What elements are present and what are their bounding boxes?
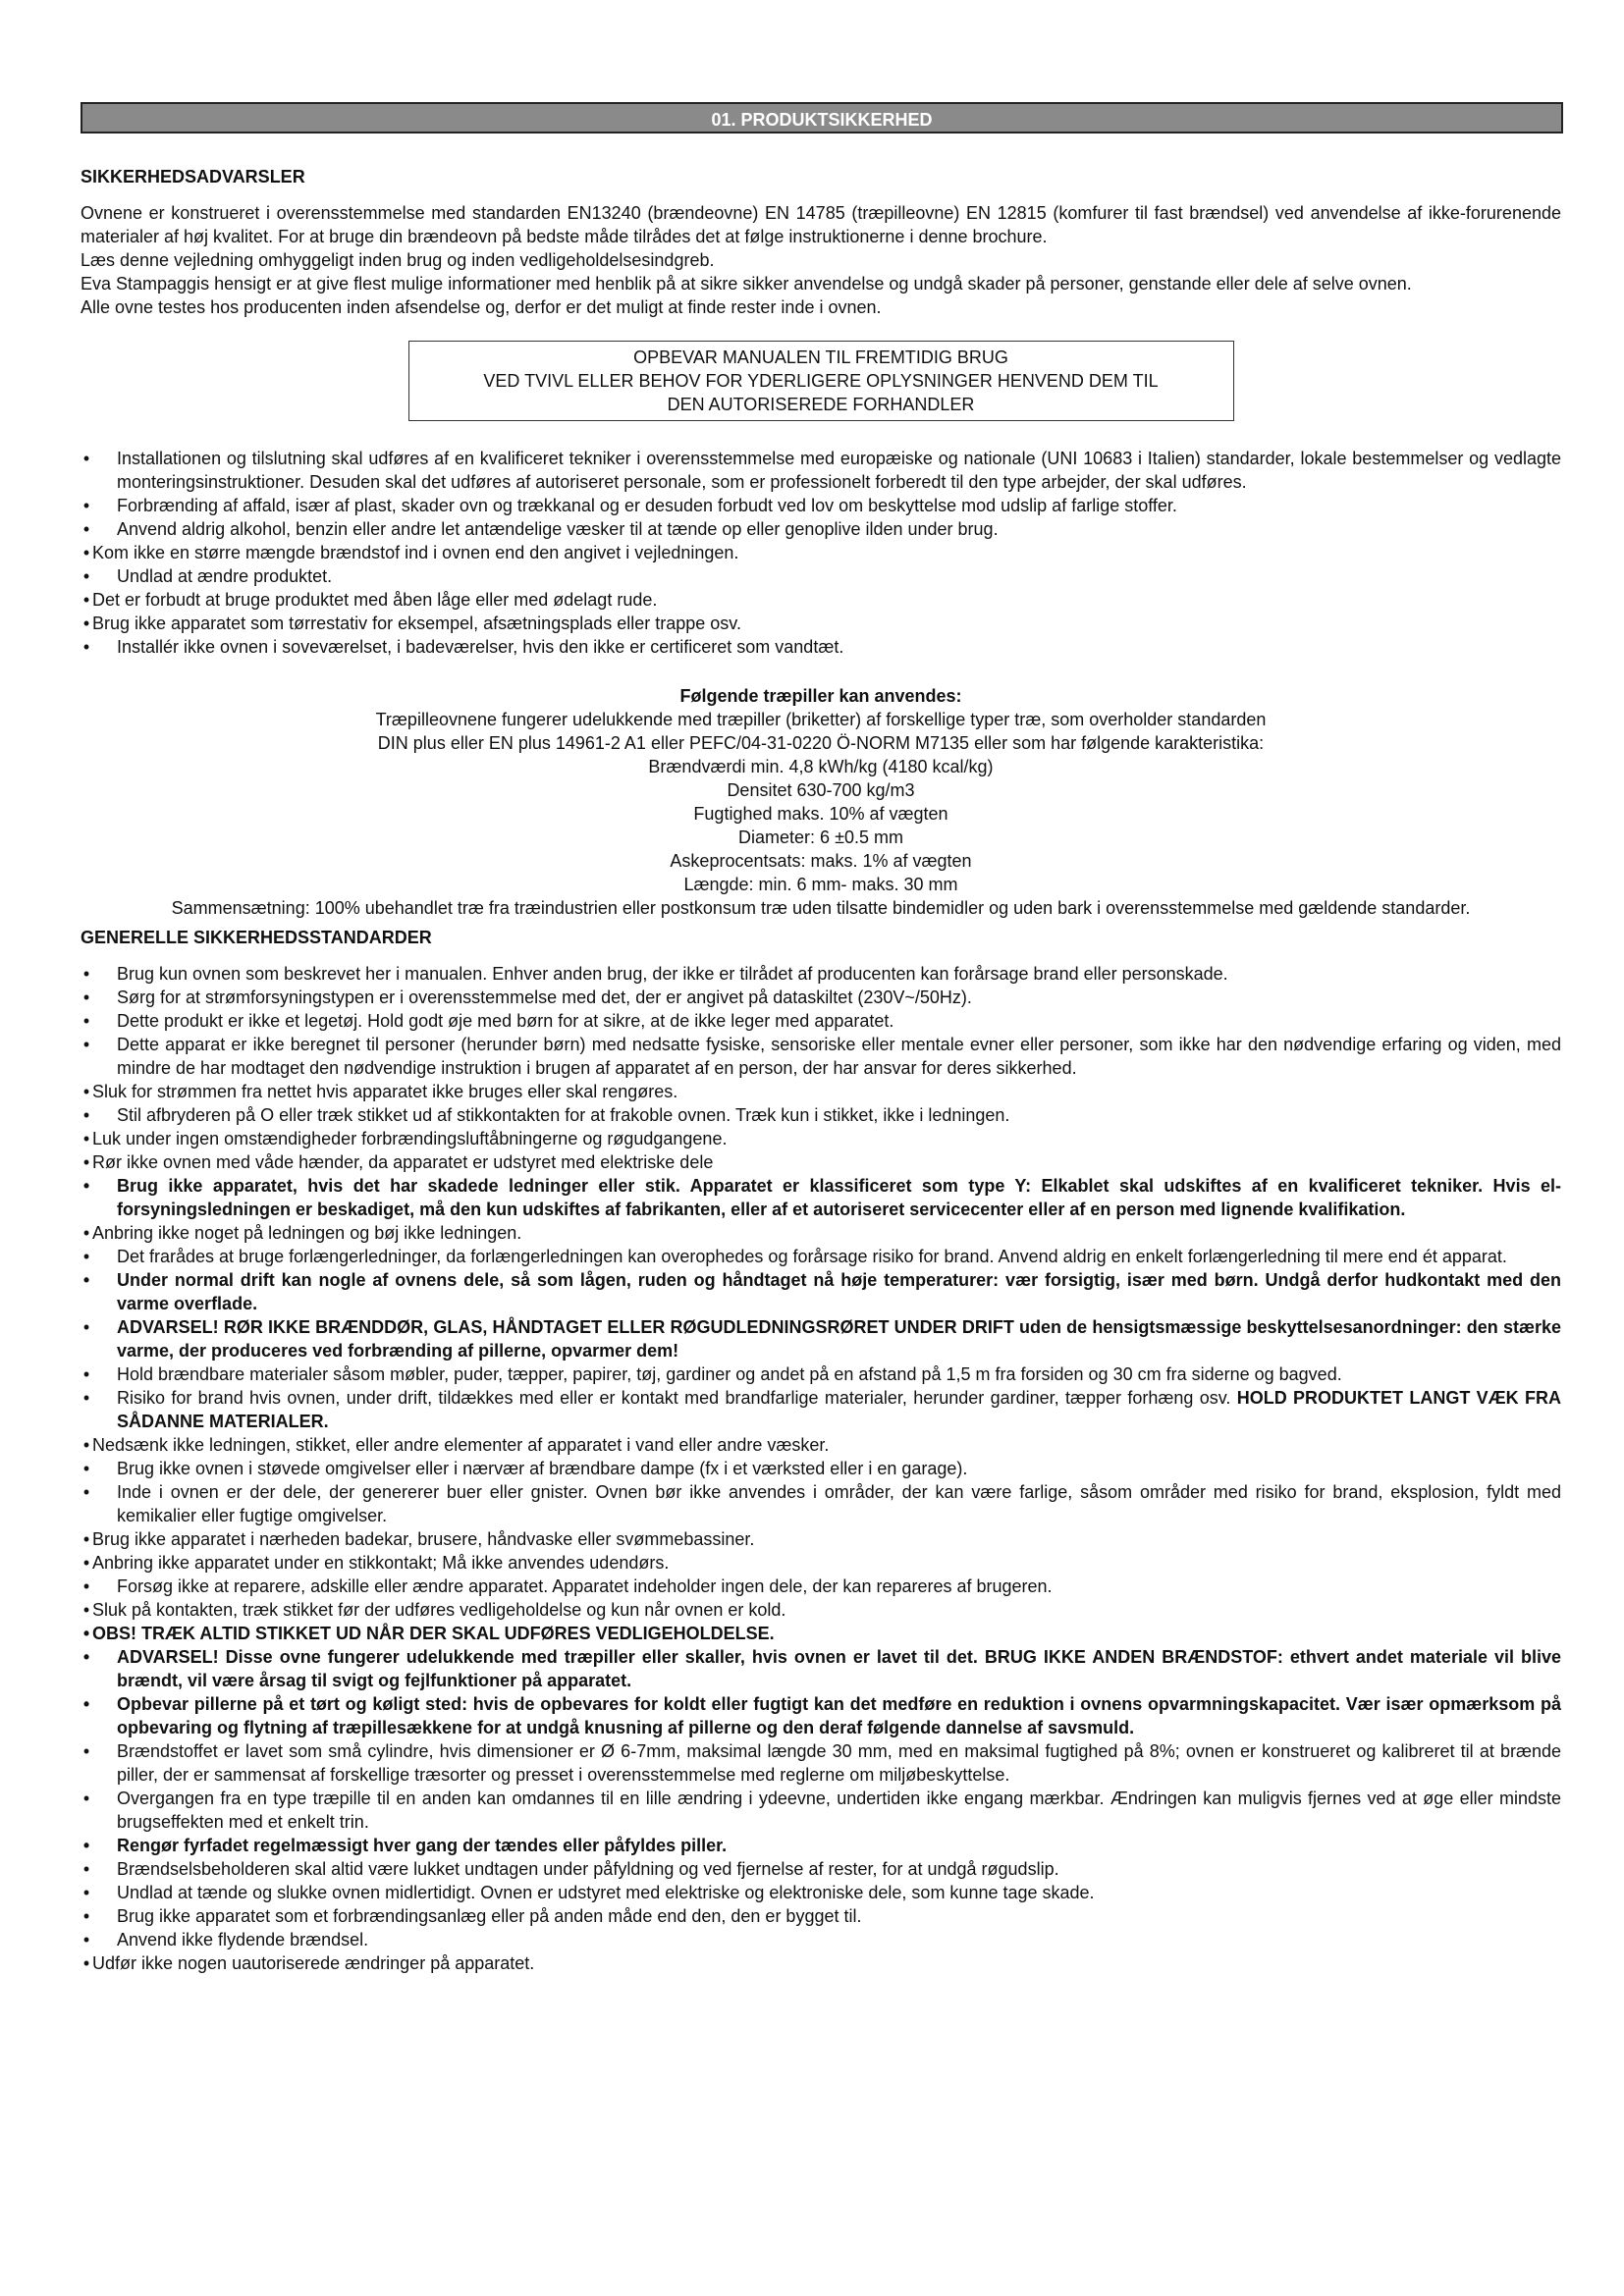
pellet-line: Askeprocentsats: maks. 1% af vægten <box>670 851 972 871</box>
list-item: • Inde i ovnen er der dele, der genererer buer eller gnister. Ovnen bør ikke anvendes i områder, der kan være farlige, såsom områder med risiko for brand, eksplosion, fyldt med kemikalier eller fugtige omgivelser. <box>81 1480 1561 1527</box>
list-item: • Anvend ikke flydende brændsel. <box>81 1928 1561 1951</box>
list-item: • Sluk på kontakten, træk stikket før der udføres vedligeholdelse og kun når ovnen er kold. <box>81 1598 1561 1622</box>
list-item-bold-tail: HOLD PRODUKTET LANGT VÆK FRA SÅDANNE MATERIALER. <box>117 1388 1561 1431</box>
pellet-line: Densitet 630-700 kg/m3 <box>727 780 915 800</box>
list-item: • Undlad at tænde og slukke ovnen midlertidigt. Ovnen er udstyret med elektriske og elektroniske dele, som kunne tage skade. <box>81 1881 1561 1904</box>
notice-line: DEN AUTORISEREDE FORHANDLER <box>667 395 975 414</box>
notice-box <box>408 341 1234 421</box>
list-item: • Anvend aldrig alkohol, benzin eller andre let antændelige væsker til at tænde op eller genoplive ilden under brug. <box>81 517 1561 541</box>
intro-paragraph-3: Eva Stampaggis hensigt er at give flest mulige informationer med henblik på at sikre sikker anvendelse og undgå skader på personer, genstande eller dele af selve ovnen. <box>81 274 1412 294</box>
list-item: • Installér ikke ovnen i soveværelset, i badeværelser, hvis den ikke er certificeret som vandtæt. <box>81 635 1561 659</box>
page-content <box>81 102 1561 1975</box>
list-item: • Sluk for strømmen fra nettet hvis apparatet ikke bruges eller skal rengøres. <box>81 1080 1561 1103</box>
pellet-specifications <box>81 684 1561 920</box>
list-item <box>81 1386 1561 1433</box>
pellet-line: Træpilleovnene fungerer udelukkende med træpiller (briketter) af forskellige typer træ, som overholder standarden <box>375 710 1267 729</box>
list-item: • Anbring ikke noget på ledningen og bøj ikke ledningen. <box>81 1221 1561 1245</box>
list-item: • Brug ikke apparatet, hvis det har skadede ledninger eller stik. Apparatet er klassificeret som type Y: Elkablet skal udskiftes af en kvalificeret tekniker. Hvis el-forsyningsledningen er beskadiget, må den kun udskiftes af fabrikanten, eller af et autoriseret servicecenter eller af en person med lignende kvalifikation. <box>81 1174 1561 1221</box>
list-item: • Brug ikke ovnen i støvede omgivelser eller i nærvær af brændbare dampe (fx i et værksted eller i en garage). <box>81 1457 1561 1480</box>
list-item: • Rengør fyrfadet regelmæssigt hver gang der tændes eller påfyldes piller. <box>81 1834 1561 1857</box>
list-item: • Kom ikke en større mængde brændstof ind i ovnen end den angivet i vejledningen. <box>81 541 1561 564</box>
list-item: • Dette produkt er ikke et legetøj. Hold godt øje med børn for at sikre, at de ikke leger med apparatet. <box>81 1009 1561 1033</box>
list-item <box>81 1315 1561 1362</box>
intro-paragraph-2: Læs denne vejledning omhyggeligt inden brug og inden vedligeholdelsesindgreb. <box>81 250 715 270</box>
list-item: • Installationen og tilslutning skal udføres af en kvalificeret tekniker i overensstemmelse med europæiske og nationale (UNI 10683 i Italien) standarder, lokale bestemmelser og vedlagte monteringsinstruktioner. Desuden skal det udføres af autoriseret personale, som er professionelt forberedt til den type arbejder, der skal udføres. <box>81 447 1561 494</box>
list-item: • OBS! TRÆK ALTID STIKKET UD NÅR DER SKAL UDFØRES VEDLIGEHOLDELSE. <box>81 1622 1561 1645</box>
pellet-line: Sammensætning: 100% ubehandlet træ fra træindustrien eller postkonsum træ uden tilsatte bindemidler og uden bark i overensstemmelse med gældende standarder. <box>171 898 1471 918</box>
list-item: • Brug ikke apparatet som tørrestativ for eksempel, afsætningsplads eller trappe osv. <box>81 612 1561 635</box>
list-item: • Det frarådes at bruge forlængerledninger, da forlængerledningen kan overophedes og forårsage risiko for brand. Anvend aldrig en enkelt forlængerledning til mere end ét apparat. <box>81 1245 1561 1268</box>
safety-warnings-heading: SIKKERHEDSADVARSLER <box>81 167 305 187</box>
list-item: • Udfør ikke nogen uautoriserede ændringer på apparatet. <box>81 1951 1561 1975</box>
intro-paragraph-4: Alle ovne testes hos producenten inden afsendelse og, derfor er det muligt at finde rester inde i ovnen. <box>81 297 882 317</box>
list-item: • ADVARSEL! Disse ovne fungerer udelukkende med træpiller eller skaller, hvis ovnen er lavet til det. BRUG IKKE ANDEN BRÆNDSTOF: ethvert andet materiale vil blive brændt, vil være årsag til svigt og fejlfunktioner på apparatet. <box>81 1645 1561 1692</box>
list-item: • Brug ikke apparatet som et forbrændingsanlæg eller på anden måde end den, den er bygget til. <box>81 1904 1561 1928</box>
pellet-line: Brændværdi min. 4,8 kWh/kg (4180 kcal/kg) <box>648 757 994 776</box>
intro-paragraph-1: Ovnene er konstrueret i overensstemmelse med standarden EN13240 (brændeovne) EN 14785 (træpilleovne) EN 12815 (komfurer til fast brændsel) ved anvendelse af ikke-forurenende materialer af høj kvalitet. For at bruge din brændeovn på bedste måde tilrådes det at følge instruktionerne i denne brochure. <box>81 203 1561 246</box>
list-item: • Rør ikke ovnen med våde hænder, da apparatet er udstyret med elektriske dele <box>81 1150 1561 1174</box>
pellet-line: Længde: min. 6 mm- maks. 30 mm <box>683 875 958 894</box>
list-item-bold: ADVARSEL! RØR IKKE BRÆNDDØR, GLAS, HÅNDTAGET ELLER RØGUDLEDNINGSRØRET UNDER DRIFT uden de hensigtsmæssige beskyttelsesanordninger: den stærke varme, der produceres ved forbrænding af pillerne, opvarmer dem! <box>117 1317 1561 1361</box>
notice-line: OPBEVAR MANUALEN TIL FREMTIDIG BRUG <box>633 347 1008 367</box>
general-standards-list <box>81 962 1561 1975</box>
list-item: • Anbring ikke apparatet under en stikkontakt; Må ikke anvendes udendørs. <box>81 1551 1561 1575</box>
pellet-line: Fugtighed maks. 10% af vægten <box>693 804 948 824</box>
list-item-text: Risiko for brand hvis ovnen, under drift, tildækkes med eller er kontakt med brandfarlige materialer, herunder gardiner, tæpper forhæng osv. <box>117 1388 1231 1408</box>
general-standards-heading: GENERELLE SIKKERHEDSSTANDARDER <box>81 928 432 947</box>
list-item: • Brug ikke apparatet i nærheden badekar, brusere, håndvaske eller svømmebassiner. <box>81 1527 1561 1551</box>
list-item: • Brændstoffet er lavet som små cylindre, hvis dimensioner er Ø 6-7mm, maksimal længde 30 mm, med en maksimal fugtighed på 8%; ovnen er konstrueret og kalibreret til at brænde piller, der er sammensat af forskellige træsorter og presset i overensstemmelse med reglerne om miljøbeskyttelse. <box>81 1739 1561 1787</box>
list-item: • Nedsænk ikke ledningen, stikket, eller andre elementer af apparatet i vand eller andre væsker. <box>81 1433 1561 1457</box>
pellet-heading: Følgende træpiller kan anvendes: <box>679 686 962 706</box>
installation-bullet-list <box>81 447 1561 659</box>
list-item: • Forbrænding af affald, især af plast, skader ovn og trækkanal og er desuden forbudt ved lov om beskyttelse mod udslip af farlige stoffer. <box>81 494 1561 517</box>
notice-line: VED TVIVL ELLER BEHOV FOR YDERLIGERE OPLYSNINGER HENVEND DEM TIL <box>483 371 1159 391</box>
list-item: • Dette apparat er ikke beregnet til personer (herunder børn) med nedsatte fysiske, sensoriske eller mentale evner eller personer, som ikke har den nødvendige erfaring og viden, med mindre de har modtaget den nødvendige instruktion i brugen af apparatet af en person, der har ansvar for deres sikkerhed. <box>81 1033 1561 1080</box>
list-item: • Sørg for at strømforsyningstypen er i overensstemmelse med det, der er angivet på dataskiltet (230V~/50Hz). <box>81 986 1561 1009</box>
pellet-line: Diameter: 6 ±0.5 mm <box>738 828 903 847</box>
list-item: • Brug kun ovnen som beskrevet her i manualen. Enhver anden brug, der ikke er tilrådet af producenten kan forårsage brand eller personskade. <box>81 962 1561 986</box>
list-item: • Overgangen fra en type træpille til en anden kan omdannes til en lille ændring i ydeevne, undertiden ikke engang mærkbar. Ændringen kan muligvis fjernes ved at øge eller mindste brugseffekten med et enkelt trin. <box>81 1787 1561 1834</box>
list-item: • Stil afbryderen på O eller træk stikket ud af stikkontakten for at frakoble ovnen. Træk kun i stikket, ikke i ledningen. <box>81 1103 1561 1127</box>
pellet-line: DIN plus eller EN plus 14961-2 A1 eller PEFC/04-31-0220 Ö-NORM M7135 eller som har følgende karakteristika: <box>377 733 1265 753</box>
list-item: • Brændselsbeholderen skal altid være lukket undtagen under påfyldning og ved fjernelse af rester, for at undgå røgudslip. <box>81 1857 1561 1881</box>
list-item: • Luk under ingen omstændigheder forbrændingsluftåbningerne og røgudgangene. <box>81 1127 1561 1150</box>
list-item: • Opbevar pillerne på et tørt og køligt sted: hvis de opbevares for koldt eller fugtigt kan det medføre en reduktion i ovnens opvarmningskapacitet. Vær især opmærksom på opbevaring og flytning af træpillesækkene for at undgå knusning af pillerne og den deraf følgende dannelse af savsmuld. <box>81 1692 1561 1739</box>
section-title-bar: 01. PRODUKTSIKKERHED <box>81 102 1563 133</box>
list-item: • Hold brændbare materialer såsom møbler, puder, tæpper, papirer, tøj, gardiner og andet på en afstand på 1,5 m fra forsiden og 30 cm fra siderne og bagved. <box>81 1362 1561 1386</box>
list-item: • Undlad at ændre produktet. <box>81 564 1561 588</box>
list-item: • Forsøg ikke at reparere, adskille eller ændre apparatet. Apparatet indeholder ingen dele, der kan repareres af brugeren. <box>81 1575 1561 1598</box>
list-item: • Det er forbudt at bruge produktet med åben låge eller med ødelagt rude. <box>81 588 1561 612</box>
list-item: • Under normal drift kan nogle af ovnens dele, så som lågen, ruden og håndtaget nå høje temperaturer: vær forsigtig, især med børn. Undgå derfor hudkontakt med den varme overflade. <box>81 1268 1561 1315</box>
